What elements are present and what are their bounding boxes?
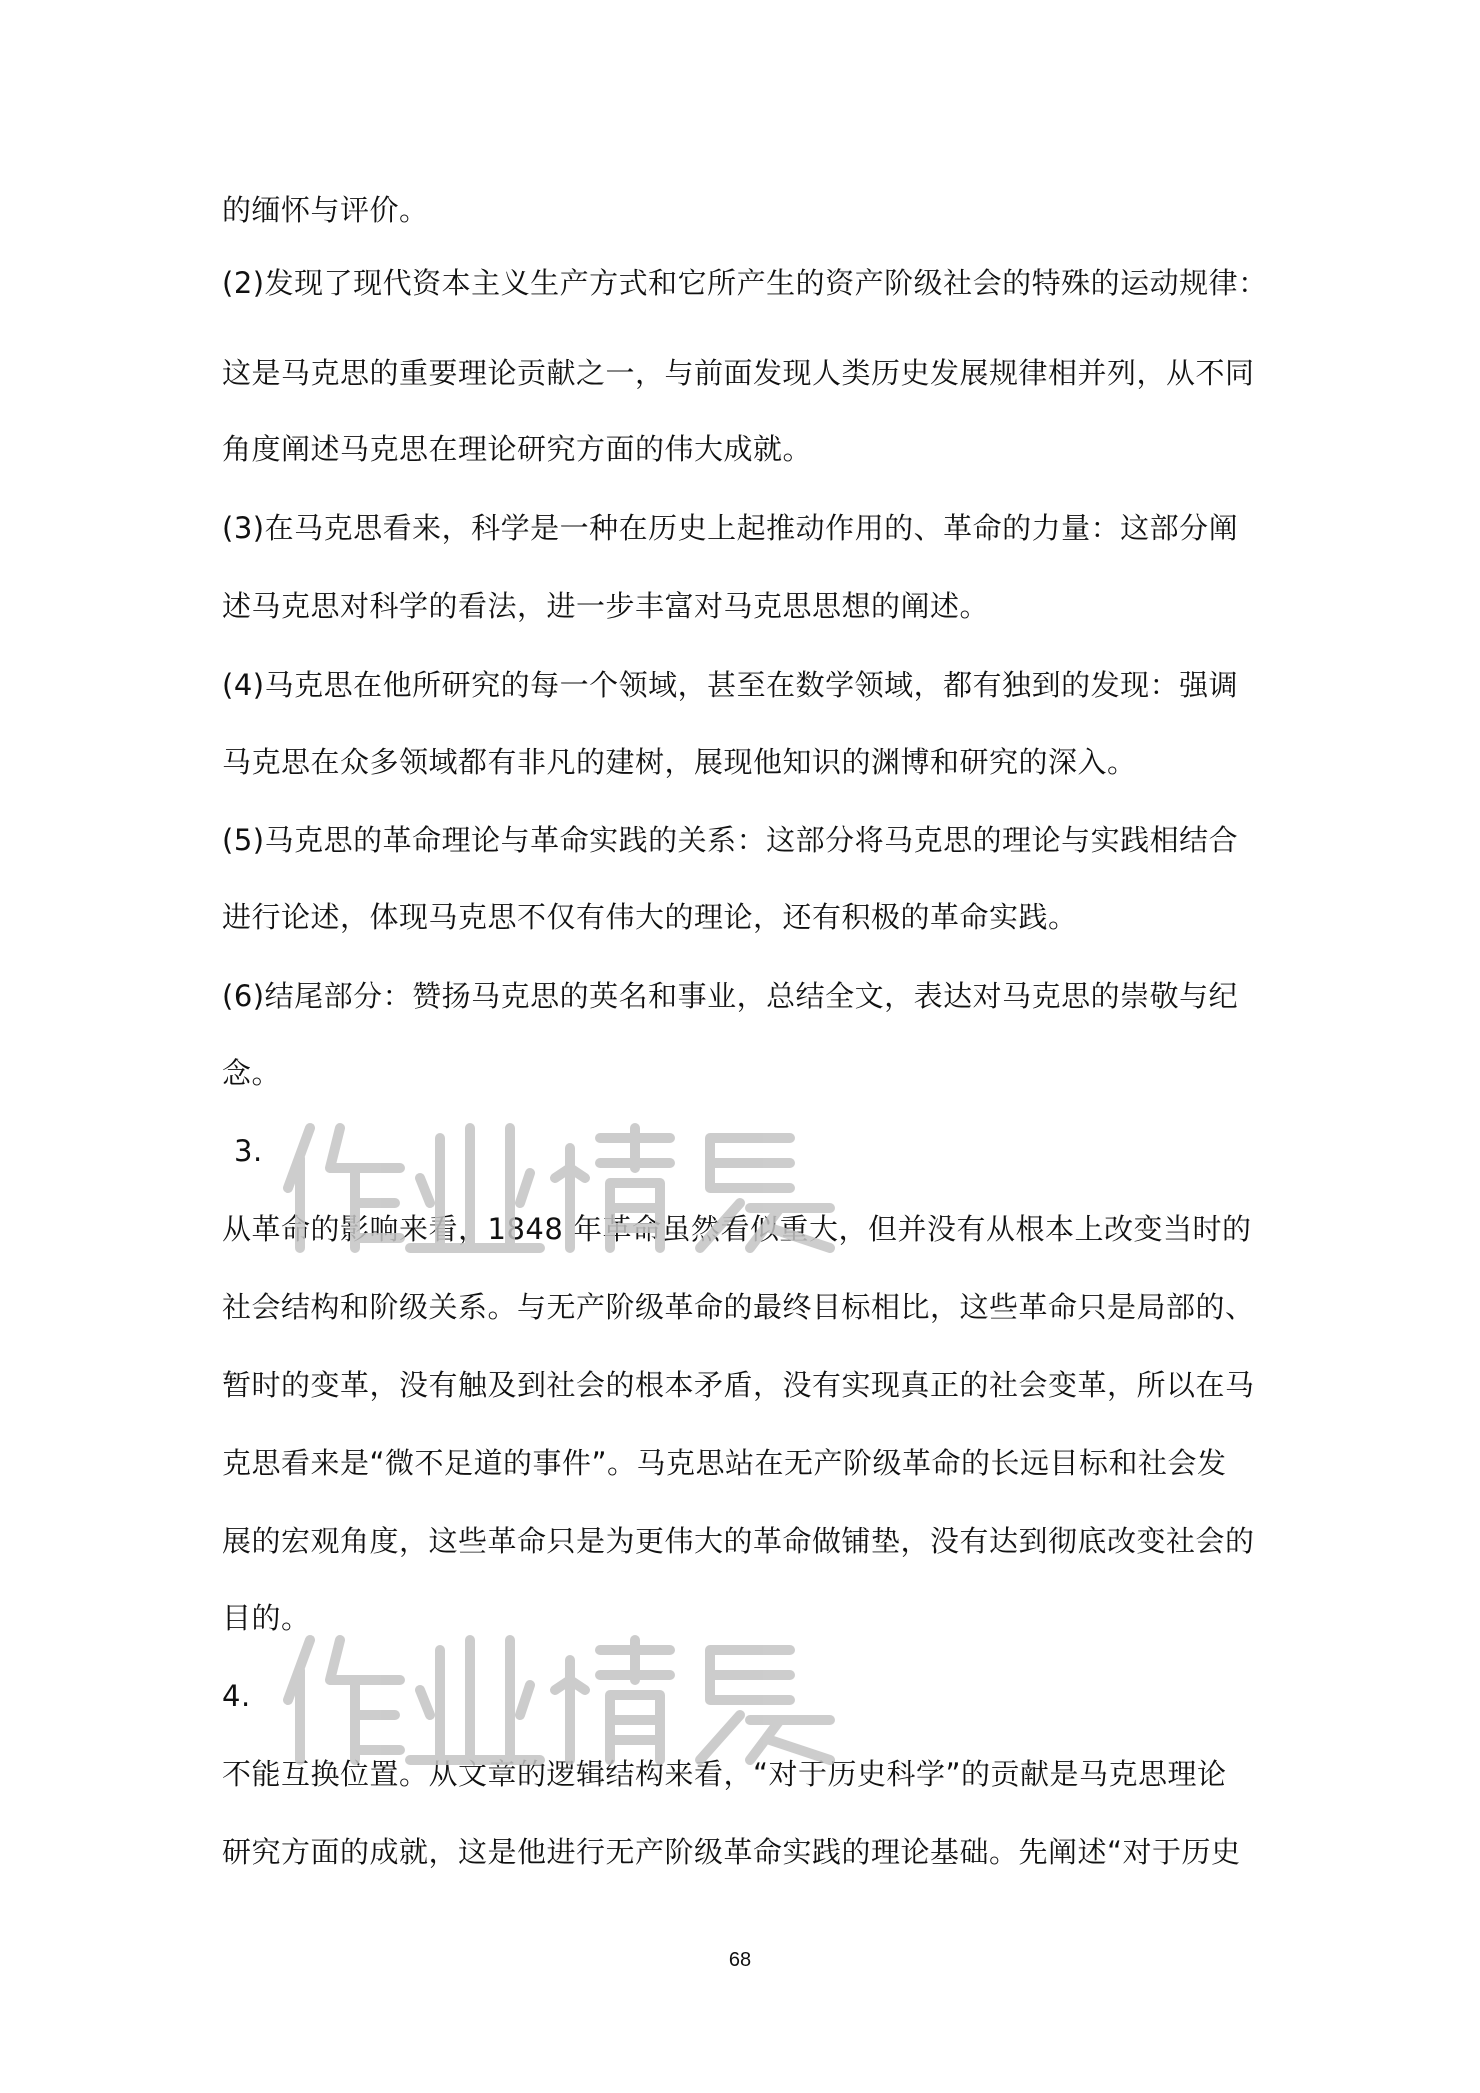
- text-line: (4)马克思在他所研究的每一个领域，甚至在数学领域，都有独到的发现：强调: [222, 668, 1239, 702]
- text-line: 这是马克思的重要理论贡献之一，与前面发现人类历史发展规律相并列，从不同: [222, 356, 1255, 390]
- text-line: 述马克思对科学的看法，进一步丰富对马克思思想的阐述。: [222, 589, 990, 623]
- text-line: 不能互换位置。从文章的逻辑结构来看，“对于历史科学”的贡献是马克思理论: [222, 1757, 1227, 1791]
- page-number: 68: [728, 1949, 752, 1971]
- text-line: 克思看来是“微不足道的事件”。马克思站在无产阶级革命的长远目标和社会发: [222, 1446, 1227, 1480]
- question-number: 3.: [234, 1134, 263, 1168]
- text-line: 暂时的变革，没有触及到社会的根本矛盾，没有实现真正的社会变革，所以在马: [222, 1368, 1255, 1402]
- text-line: 展的宏观角度，这些革命只是为更伟大的革命做铺垫，没有达到彻底改变社会的: [222, 1524, 1255, 1558]
- text-line: (3)在马克思看来，科学是一种在历史上起推动作用的、革命的力量：这部分阐: [222, 511, 1239, 545]
- text-line: 的缅怀与评价。: [222, 193, 429, 227]
- text-line: 角度阐述马克思在理论研究方面的伟大成就。: [222, 432, 813, 466]
- text-line: 目的。: [222, 1601, 311, 1635]
- text-line: 念。: [222, 1056, 282, 1090]
- text-line: (2)发现了现代资本主义生产方式和它所产生的资产阶级社会的特殊的运动规律：: [222, 266, 1268, 300]
- question-number: 4.: [222, 1679, 251, 1713]
- text-line: (5)马克思的革命理论与革命实践的关系：这部分将马克思的理论与实践相结合: [222, 823, 1239, 857]
- text-line: (6)结尾部分：赞扬马克思的英名和事业，总结全文，表达对马克思的崇敬与纪: [222, 979, 1239, 1013]
- text-line: 研究方面的成就，这是他进行无产阶级革命实践的理论基础。先阐述“对于历史: [222, 1835, 1241, 1869]
- text-line: 进行论述，体现马克思不仅有伟大的理论，还有积极的革命实践。: [222, 900, 1078, 934]
- text-line: 马克思在众多领域都有非凡的建树，展现他知识的渊博和研究的深入。: [222, 745, 1137, 779]
- text-line: 从革命的影响来看，1848 年革命虽然看似重大，但并没有从根本上改变当时的: [222, 1212, 1252, 1246]
- text-line: 社会结构和阶级关系。与无产阶级革命的最终目标相比，这些革命只是局部的、: [222, 1290, 1255, 1324]
